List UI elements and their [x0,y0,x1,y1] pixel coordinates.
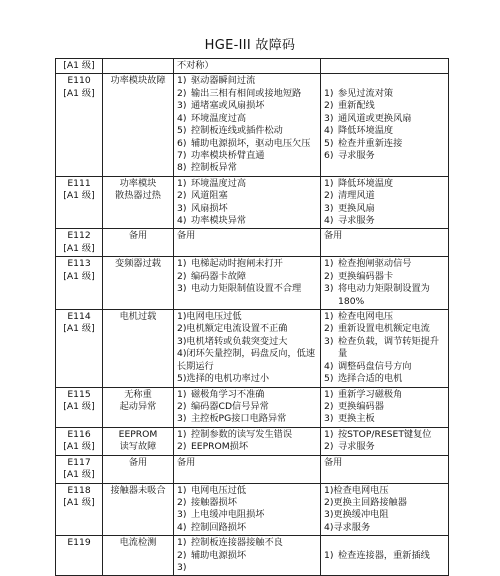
fault-name-line: 散热器过热 [115,190,161,202]
remedy-item [324,190,445,202]
remedy-number: 3) [324,413,334,425]
cause-text: 环境温度过高 [191,177,247,189]
cause-number: 1) [177,177,187,189]
cause-number: 4) [177,521,187,533]
fault-code-line: [A1 级] [63,469,95,481]
cause-list [177,537,317,574]
cause-text: 控制板连线或插件松动 [191,125,283,137]
fault-code-line: E117 [67,456,91,468]
cause-item [177,401,317,413]
fault-code-line: [A1 级] [63,400,95,412]
remedy-text: 更换主板 [338,413,375,425]
cause-item [177,60,317,72]
cause-text: 驱动器瞬间过流 [191,75,256,87]
cause-item [177,271,317,283]
cause-text: 主控板PG接口电路异常 [191,413,287,425]
cause-text: 辅助电源损坏 [191,549,247,561]
remedy-item [324,88,445,100]
remedy-number: 2) [324,323,334,335]
remedy-text: 降低环境温度 [338,125,394,137]
remedy-item [324,203,445,215]
remedy-text: 降低环境温度 [338,177,394,189]
cause-item [177,162,317,174]
cause-number: 4) [177,112,187,124]
cause-number: 3) [177,413,187,425]
remedy-list [324,485,445,535]
remedy-item [324,497,445,509]
remedy-number: 1) [324,428,334,440]
remedy-item [324,283,445,308]
remedy-text [324,75,445,87]
cause-list [177,75,317,174]
remedy-item [324,215,445,227]
table-row [56,176,449,229]
remedy-text: 寻求服务 [338,215,375,227]
cause-text: 功率模块桥臂直通 [191,149,265,161]
fault-code-line: E113 [67,258,91,270]
fault-remedy-cell [321,59,449,74]
fault-cause-cell [174,536,321,576]
remedy-text: 2)更换主回路接触器 [324,496,407,508]
remedy-number: 3) [324,283,334,295]
remedy-number: 2) [324,100,334,112]
cause-item [177,373,317,385]
remedy-item [324,75,445,87]
cause-item [177,323,317,335]
remedy-number: 6) [324,149,334,161]
cause-item [177,522,317,534]
remedy-text: 清理风道 [338,190,375,202]
cause-list [177,457,317,469]
fault-name-line: 功率模块 [119,177,157,189]
cause-text: 电动力矩限制值设置不合理 [191,283,302,295]
fault-cause-cell [174,59,321,74]
fault-cause-cell [174,387,321,427]
fault-cause-cell [174,229,321,257]
cause-text: 备用 [177,230,196,242]
fault-name-cell [103,257,174,310]
fault-cause-cell [174,455,321,483]
fault-remedy-cell [321,229,449,257]
cause-text: 控制参数的读写发生错误 [191,428,293,440]
remedy-item [324,522,445,534]
cause-item [177,537,317,549]
cause-number: 1) [177,537,187,549]
fault-name-line: 功率模块故障 [110,75,166,87]
cause-text: 1)电网电压过低 [177,311,242,323]
fault-code-cell [56,229,103,257]
fault-cause-cell [174,483,321,536]
cause-text: 通堵塞或风扇损坏 [191,100,265,112]
table-row [56,455,449,483]
fault-code-table [55,58,449,576]
remedy-item [324,138,445,150]
cause-item [177,429,317,441]
fault-code-cell [56,483,103,536]
cause-list [177,60,317,72]
cause-text: 接触器损坏 [191,496,237,508]
cause-text: 2)电机额定电流设置不正确 [177,323,288,335]
remedy-text: 选择合适的电机 [338,373,403,385]
remedy-item [324,125,445,137]
cause-number: 7) [177,149,187,161]
remedy-text: 调整码盘信号方向 [338,360,412,372]
remedy-text: 更换风扇 [338,202,375,214]
cause-text: EEPROM损坏 [191,441,249,453]
remedy-number: 1) [324,87,334,99]
cause-number: 3) [177,562,187,574]
cause-number: 3) [177,283,187,295]
fault-code-line: E114 [67,311,91,323]
fault-code-line: E116 [67,428,91,440]
fault-code-line: [A1 级] [63,87,95,99]
cause-text: 备用 [177,456,196,468]
remedy-item [324,373,445,385]
cause-item [177,485,317,497]
cause-text: 电网电压过低 [191,484,247,496]
remedy-text: 更换编码器 [338,400,384,412]
remedy-text [324,537,445,549]
remedy-item [324,361,445,373]
remedy-item [324,550,445,562]
remedy-number: 1) [324,177,334,189]
cause-text: 电梯起动时抱闸未打开 [191,258,283,270]
remedy-item [324,230,445,242]
cause-text: 风道阻塞 [191,190,228,202]
fault-cause-cell [174,74,321,176]
remedy-number: 3) [324,112,334,124]
fault-code-cell [56,387,103,427]
cause-item [177,497,317,509]
remedy-number: 5) [324,373,334,385]
table-row [56,387,449,427]
fault-code-cell [56,59,103,74]
cause-text: 编码器卡故障 [191,270,247,282]
cause-text: 输出三相有相间或接地短路 [191,87,302,99]
cause-number: 1) [177,388,187,400]
cause-list [177,178,317,228]
fault-remedy-cell [321,310,449,388]
cause-list [177,230,317,242]
fault-name-cell [103,455,174,483]
cause-item [177,441,317,453]
cause-number: 2) [177,190,187,202]
fault-name-cell [103,536,174,576]
fault-code-line: E112 [67,230,91,242]
cause-item [177,190,317,202]
remedy-text: 1)检查电网电压 [324,484,389,496]
remedy-item [324,271,445,283]
fault-remedy-cell [321,427,449,455]
remedy-number: 4) [324,360,334,372]
fault-name-cell [103,59,174,74]
fault-code-line: [A1 级] [63,242,95,254]
fault-code-line: [A1 级] [63,323,95,335]
fault-code-cell [56,257,103,310]
cause-item [177,509,317,521]
cause-item [177,113,317,125]
remedy-text: 3)更换缓冲电阻 [324,509,389,521]
fault-code-line: E111 [67,177,91,189]
cause-item [177,138,317,150]
remedy-item [324,509,445,521]
cause-item [177,413,317,425]
cause-text: 3)电机堵转或负载突变过大 [177,335,288,347]
remedy-number: 2) [324,400,334,412]
fault-code-cell [56,176,103,229]
fault-cause-cell [174,310,321,388]
remedy-list [324,389,445,426]
fault-name-line: 电流检测 [119,537,157,549]
fault-name-line: EEPROM [118,428,158,440]
remedy-text: 备用 [324,230,343,242]
remedy-text: 检查负载，调节转矩提升量 [338,335,440,360]
fault-remedy-cell [321,536,449,576]
cause-number: 3) [177,509,187,521]
remedy-item [324,150,445,162]
fault-name-line: 变频器过载 [115,258,161,270]
cause-item [177,258,317,270]
remedy-list [324,258,445,308]
remedy-item [324,113,445,125]
remedy-text: 检查并重新连接 [338,137,403,149]
fault-cause-cell [174,176,321,229]
remedy-item [324,485,445,497]
fault-name-line: 读写故障 [119,441,157,453]
remedy-number: 4) [324,125,334,137]
cause-item [177,203,317,215]
remedy-text: 将电动力矩限制设置为180% [338,283,430,307]
cause-item [177,457,317,469]
cause-item [177,100,317,112]
cause-list [177,258,317,295]
cause-number: 2) [177,400,187,412]
cause-list [177,389,317,426]
cause-list [177,311,317,386]
cause-text: 控制回路损坏 [191,521,247,533]
fault-code-line: [A1 级] [63,496,95,508]
cause-number: 3) [177,202,187,214]
remedy-item [324,336,445,361]
remedy-text: 检查抱闸驱动信号 [338,258,412,270]
fault-code-line: E118 [67,484,91,496]
fault-name-cell [103,310,174,388]
fault-name-cell [103,427,174,455]
cause-text [191,562,317,574]
fault-name-line: 起动异常 [119,400,157,412]
cause-item [177,150,317,162]
remedy-item [324,311,445,323]
cause-number: 1) [177,258,187,270]
cause-item [177,348,317,373]
fault-remedy-cell [321,483,449,536]
fault-remedy-cell [321,74,449,176]
remedy-item [324,429,445,441]
fault-code-line: [A1 级] [63,441,95,453]
remedy-list [324,178,445,228]
fault-code-cell [56,455,103,483]
fault-code-line: [A1 级] [63,60,95,71]
remedy-item [324,389,445,401]
remedy-number: 2) [324,270,334,282]
cause-number: 2) [177,87,187,99]
remedy-number: 4) [324,215,334,227]
remedy-number: 2) [324,190,334,202]
table-row [56,257,449,310]
fault-code-line: E115 [67,388,91,400]
cause-number: 1) [177,75,187,87]
remedy-number: 1) [324,258,334,270]
remedy-text: 4)寻求服务 [324,521,371,533]
table-row [56,59,449,74]
cause-item [177,283,317,295]
cause-number: 1) [177,484,187,496]
remedy-list [324,537,445,562]
remedy-item [324,100,445,112]
fault-name-cell [103,387,174,427]
table-row [56,74,449,176]
table-row [56,229,449,257]
fault-code-table-body [56,59,449,576]
remedy-text: 重新学习磁极角 [338,388,403,400]
cause-text: 5)选择的电机功率过小 [177,373,270,385]
cause-text: 环境温度过高 [191,112,247,124]
cause-text: 风扇损坏 [191,202,228,214]
cause-text: 辅助电源损坏，驱动电压欠压 [191,137,311,149]
cause-number: 3) [177,100,187,112]
fault-name-line: 备用 [128,230,148,242]
fault-code-cell [56,74,103,176]
fault-name-cell [103,74,174,176]
table-row [56,483,449,536]
remedy-list [324,311,445,386]
cause-item [177,311,317,323]
fault-code-line: E110 [67,75,91,87]
cause-text: 功率模块异常 [191,215,247,227]
remedy-list [324,457,445,469]
remedy-number: 5) [324,137,334,149]
cause-item [177,178,317,190]
remedy-list [324,75,445,162]
remedy-text: 备用 [324,456,343,468]
cause-list [177,429,317,454]
cause-text: 不对称） [177,60,214,71]
cause-text: 上电缓冲电阻损坏 [191,509,265,521]
fault-name-line: 接触器未吸合 [110,484,166,496]
cause-text: 磁极角学习不准确 [191,388,265,400]
remedy-text: 寻求服务 [338,441,375,453]
remedy-number: 2) [324,441,334,453]
remedy-number: 3) [324,202,334,214]
remedy-text: 寻求服务 [338,149,375,161]
cause-item [177,336,317,348]
remedy-text: 更换编码器卡 [338,270,394,282]
remedy-number: 3) [324,335,334,347]
table-row [56,310,449,388]
remedy-text: 重新设置电机额定电流 [338,323,430,335]
cause-number: 2) [177,496,187,508]
remedy-item [324,178,445,190]
fault-cause-cell [174,427,321,455]
page-title: HGE-III 故障码 [204,38,296,53]
fault-name-line: 备用 [128,456,148,468]
fault-name-line: 电机过载 [119,311,157,323]
cause-item [177,75,317,87]
remedy-list [324,230,445,242]
fault-remedy-cell [321,257,449,310]
fault-name-cell [103,483,174,536]
remedy-item [324,441,445,453]
remedy-item [324,413,445,425]
remedy-list [324,429,445,454]
remedy-text: 参见过流对策 [338,87,394,99]
cause-item [177,125,317,137]
remedy-number: 1) [324,311,334,323]
remedy-number: 1) [324,549,334,561]
cause-number: 6) [177,137,187,149]
cause-number: 4) [177,215,187,227]
cause-text: 控制板连接器接触不良 [191,537,283,549]
cause-item [177,389,317,401]
table-row [56,427,449,455]
fault-remedy-cell [321,387,449,427]
remedy-item [324,401,445,413]
remedy-text: 通风道或更换风扇 [338,112,412,124]
fault-code-cell [56,536,103,576]
remedy-item [324,537,445,549]
remedy-item [324,258,445,270]
fault-code-line: E119 [67,537,91,549]
fault-name-cell [103,176,174,229]
fault-code-line: [A1 级] [63,270,95,282]
table-row [56,536,449,576]
remedy-number: 1) [324,388,334,400]
fault-code-cell [56,310,103,388]
cause-item [177,230,317,242]
cause-item [177,562,317,574]
cause-number: 2) [177,549,187,561]
fault-remedy-cell [321,176,449,229]
fault-code-cell [56,427,103,455]
cause-number: 1) [177,428,187,440]
fault-code-line: [A1 级] [63,190,95,202]
remedy-text: 重新配线 [338,100,375,112]
cause-list [177,485,317,535]
cause-number: 2) [177,441,187,453]
remedy-item [324,457,445,469]
remedy-item [324,323,445,335]
fault-cause-cell [174,257,321,310]
cause-text: 编码器CD信号异常 [191,400,269,412]
remedy-text: 检查电网电压 [338,311,394,323]
cause-number: 5) [177,125,187,137]
remedy-text: 按STOP/RESET键复位 [338,428,432,440]
cause-item [177,215,317,227]
cause-number: 2) [177,270,187,282]
cause-text: 4)闭环矢量控制，码盘反向，低速长期运行 [177,348,316,372]
cause-item [177,88,317,100]
cause-number: 8) [177,162,187,174]
fault-name-cell [103,229,174,257]
cause-item [177,550,317,562]
remedy-text: 检查连接器，重新插线 [338,549,430,561]
cause-text: 控制板异常 [191,162,237,174]
fault-remedy-cell [321,455,449,483]
fault-name-line: 无称重 [124,388,152,400]
